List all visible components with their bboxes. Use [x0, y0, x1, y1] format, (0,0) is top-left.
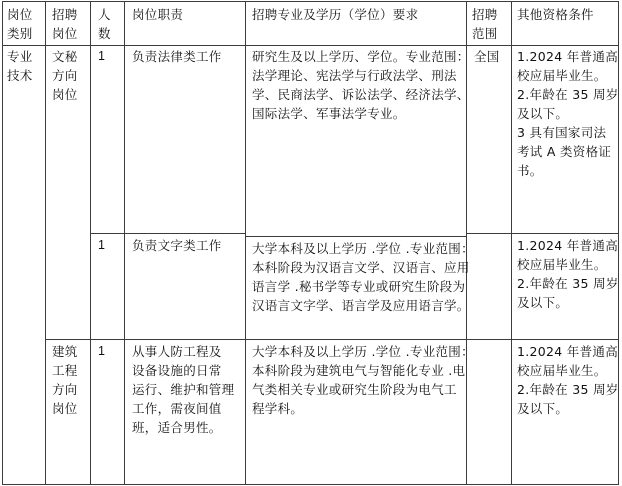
col-divider-6: [511, 1, 512, 485]
row-2-duty: 负责文字类工作: [132, 238, 222, 253]
header-category: 岗位 类别: [7, 7, 33, 41]
header-duty: 岗位职责: [132, 7, 184, 22]
row-1-other: 1.2024 年普通高 校应届毕业生。 2.年龄在 35 周岁 及以下。 3 具有国家司法 考试 A 类资格证 书。: [517, 49, 619, 178]
category-value: 专业 技术: [7, 49, 33, 83]
row-2-other: 1.2024 年普通高 校应届毕业生。 2.年龄在 35 周岁 及以下。: [517, 238, 619, 310]
row-3-other: 1.2024 年普通高 校应届毕业生。 2.年龄在 35 周岁 及以下。: [517, 344, 619, 416]
row-divider-2: [45, 339, 619, 340]
col-divider-2: [90, 1, 91, 485]
header-major: 招聘专业及学历（学位）要求: [252, 7, 419, 22]
col-divider-3: [124, 1, 125, 485]
col-divider-4: [245, 1, 246, 485]
row-2-major: 大学本科及以上学历 .学位 .专业范围： 本科阶段为汉语言文学、汉语言、应用 语言学 .秘书学等专业或研究生阶段为 汉语言文字学、语言学及应用语言学。: [252, 241, 474, 313]
row-1-duty: 负责法律类工作: [132, 49, 222, 64]
position-group-2: 建筑 工程 方向 岗位: [52, 344, 78, 416]
row-2-count: 1: [98, 238, 106, 252]
header-other: 其他资格条件: [517, 7, 594, 22]
header-position: 招聘 岗位: [52, 7, 78, 41]
header-count: 人 数: [98, 7, 111, 41]
row-divider-1b: [466, 233, 619, 234]
position-group-1: 文秘 方向 岗位: [52, 49, 78, 102]
col-divider-1: [45, 1, 46, 485]
row-divider-1c: [245, 236, 466, 237]
row-1-major: 研究生及以上学历、学位。专业范围： 法学理论、宪法学与行政法学、刑法 学、民商法学、诉讼法学、经济法学、 国际法学、军事法学专业。: [252, 49, 470, 121]
row-1-scope: 全国: [474, 49, 500, 64]
table-border-top: [2, 1, 619, 2]
row-divider-1: [90, 233, 245, 234]
row-3-duty: 从事人防工程及 设备设施的日常 运行、维护和管理 工作，需夜间值 班，适合男性。: [132, 344, 235, 435]
row-3-major: 大学本科及以上学历 .学位 .专业范围： 本科阶段为建筑电气与智能化专业 .电 气类相关专业或研究生阶段为电气工 程学科。: [252, 344, 474, 416]
row-1-count: 1: [98, 49, 106, 63]
row-3-count: 1: [98, 344, 106, 358]
header-divider: [2, 45, 619, 46]
table-border-bottom: [2, 484, 619, 485]
table-border-left: [2, 1, 3, 485]
header-scope: 招聘 范围: [472, 7, 498, 41]
